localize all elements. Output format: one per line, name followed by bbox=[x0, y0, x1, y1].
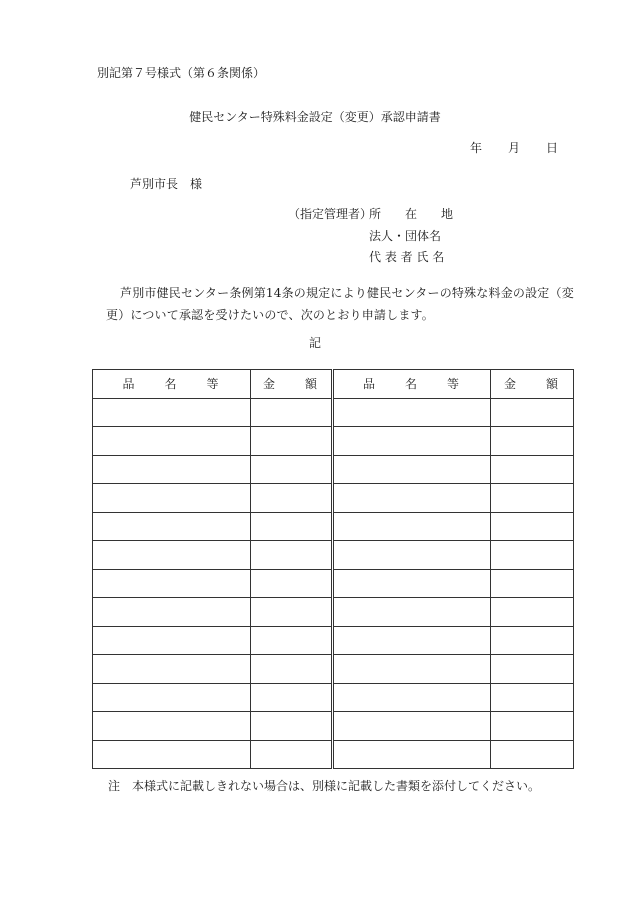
item-name-cell[interactable] bbox=[93, 712, 251, 741]
date-line bbox=[470, 142, 558, 154]
amount-cell[interactable] bbox=[491, 655, 574, 684]
item-name-cell[interactable] bbox=[333, 655, 491, 684]
item-name-cell[interactable] bbox=[93, 427, 251, 456]
amount-cell[interactable] bbox=[491, 569, 574, 598]
item-name-cell[interactable] bbox=[333, 712, 491, 741]
item-name-cell[interactable] bbox=[93, 569, 251, 598]
amount-cell[interactable] bbox=[251, 427, 333, 456]
table-row bbox=[93, 626, 574, 655]
amount-cell[interactable] bbox=[251, 541, 333, 570]
item-name-cell[interactable] bbox=[93, 598, 251, 627]
amount-cell[interactable] bbox=[491, 598, 574, 627]
amount-cell[interactable] bbox=[491, 512, 574, 541]
header-amount: 金 額 bbox=[491, 370, 574, 399]
ki-label: 記 bbox=[308, 336, 321, 350]
form-number: 別記第７号様式（第６条関係） bbox=[97, 66, 266, 80]
item-name-cell[interactable] bbox=[333, 512, 491, 541]
item-name-cell[interactable] bbox=[333, 598, 491, 627]
item-name-cell[interactable] bbox=[93, 512, 251, 541]
amount-cell[interactable] bbox=[251, 484, 333, 513]
fee-table bbox=[92, 369, 574, 769]
item-name-cell[interactable] bbox=[93, 541, 251, 570]
amount-cell[interactable] bbox=[491, 484, 574, 513]
amount-cell[interactable] bbox=[491, 683, 574, 712]
item-name-cell[interactable] bbox=[333, 569, 491, 598]
amount-cell[interactable] bbox=[491, 427, 574, 456]
amount-cell[interactable] bbox=[251, 569, 333, 598]
table-row bbox=[93, 683, 574, 712]
amount-cell[interactable] bbox=[251, 740, 333, 769]
table-header-row bbox=[93, 370, 574, 399]
amount-cell[interactable] bbox=[251, 398, 333, 427]
item-name-cell[interactable] bbox=[333, 427, 491, 456]
item-name-cell[interactable] bbox=[93, 655, 251, 684]
document-title: 健民センター特殊料金設定（変更）承認申請書 bbox=[189, 110, 441, 124]
item-name-cell[interactable] bbox=[333, 683, 491, 712]
item-name-cell[interactable] bbox=[333, 455, 491, 484]
item-name-cell[interactable] bbox=[333, 541, 491, 570]
amount-cell[interactable] bbox=[251, 712, 333, 741]
amount-cell[interactable] bbox=[251, 626, 333, 655]
item-name-cell[interactable] bbox=[93, 683, 251, 712]
header-item-name: 品 名 等 bbox=[93, 370, 251, 399]
amount-cell[interactable] bbox=[251, 512, 333, 541]
representative-name-label: 代 表 者 氏 名 bbox=[369, 250, 445, 264]
table-row bbox=[93, 598, 574, 627]
table-row bbox=[93, 740, 574, 769]
item-name-cell[interactable] bbox=[333, 626, 491, 655]
table-row bbox=[93, 455, 574, 484]
amount-cell[interactable] bbox=[491, 398, 574, 427]
amount-cell[interactable] bbox=[491, 541, 574, 570]
amount-cell[interactable] bbox=[491, 626, 574, 655]
table-row bbox=[93, 484, 574, 513]
amount-cell[interactable] bbox=[491, 740, 574, 769]
date-month-label: 月 bbox=[508, 141, 521, 155]
item-name-cell[interactable] bbox=[333, 398, 491, 427]
corporation-name-label: 法人・団体名 bbox=[369, 229, 442, 243]
header-amount: 金 額 bbox=[251, 370, 333, 399]
item-name-cell[interactable] bbox=[333, 740, 491, 769]
table-row bbox=[93, 541, 574, 570]
table-row bbox=[93, 427, 574, 456]
address-label: 所 在 地 bbox=[369, 207, 454, 221]
amount-cell[interactable] bbox=[251, 598, 333, 627]
date-day-label: 日 bbox=[546, 141, 559, 155]
application-body-text: 芦別市健民センター条例第14条の規定により健民センターの特殊な料金の設定（変更）について承認を受けたいので、次のとおり申請します。 bbox=[106, 286, 574, 322]
amount-cell[interactable] bbox=[251, 455, 333, 484]
table-row bbox=[93, 712, 574, 741]
addressee: 芦別市長 様 bbox=[130, 177, 203, 191]
amount-cell[interactable] bbox=[491, 712, 574, 741]
footnote: 注 本様式に記載しきれない場合は、別様に記載した書類を添付してください。 bbox=[108, 779, 541, 793]
item-name-cell[interactable] bbox=[333, 484, 491, 513]
table-row bbox=[93, 655, 574, 684]
item-name-cell[interactable] bbox=[93, 484, 251, 513]
amount-cell[interactable] bbox=[491, 455, 574, 484]
header-item-name: 品 名 等 bbox=[333, 370, 491, 399]
table-row bbox=[93, 569, 574, 598]
applicant-role: （指定管理者） bbox=[288, 207, 373, 221]
amount-cell[interactable] bbox=[251, 655, 333, 684]
item-name-cell[interactable] bbox=[93, 626, 251, 655]
date-year-label: 年 bbox=[470, 141, 483, 155]
table-row bbox=[93, 512, 574, 541]
item-name-cell[interactable] bbox=[93, 398, 251, 427]
table-row bbox=[93, 398, 574, 427]
item-name-cell[interactable] bbox=[93, 455, 251, 484]
item-name-cell[interactable] bbox=[93, 740, 251, 769]
fee-table-body bbox=[93, 398, 574, 769]
amount-cell[interactable] bbox=[251, 683, 333, 712]
